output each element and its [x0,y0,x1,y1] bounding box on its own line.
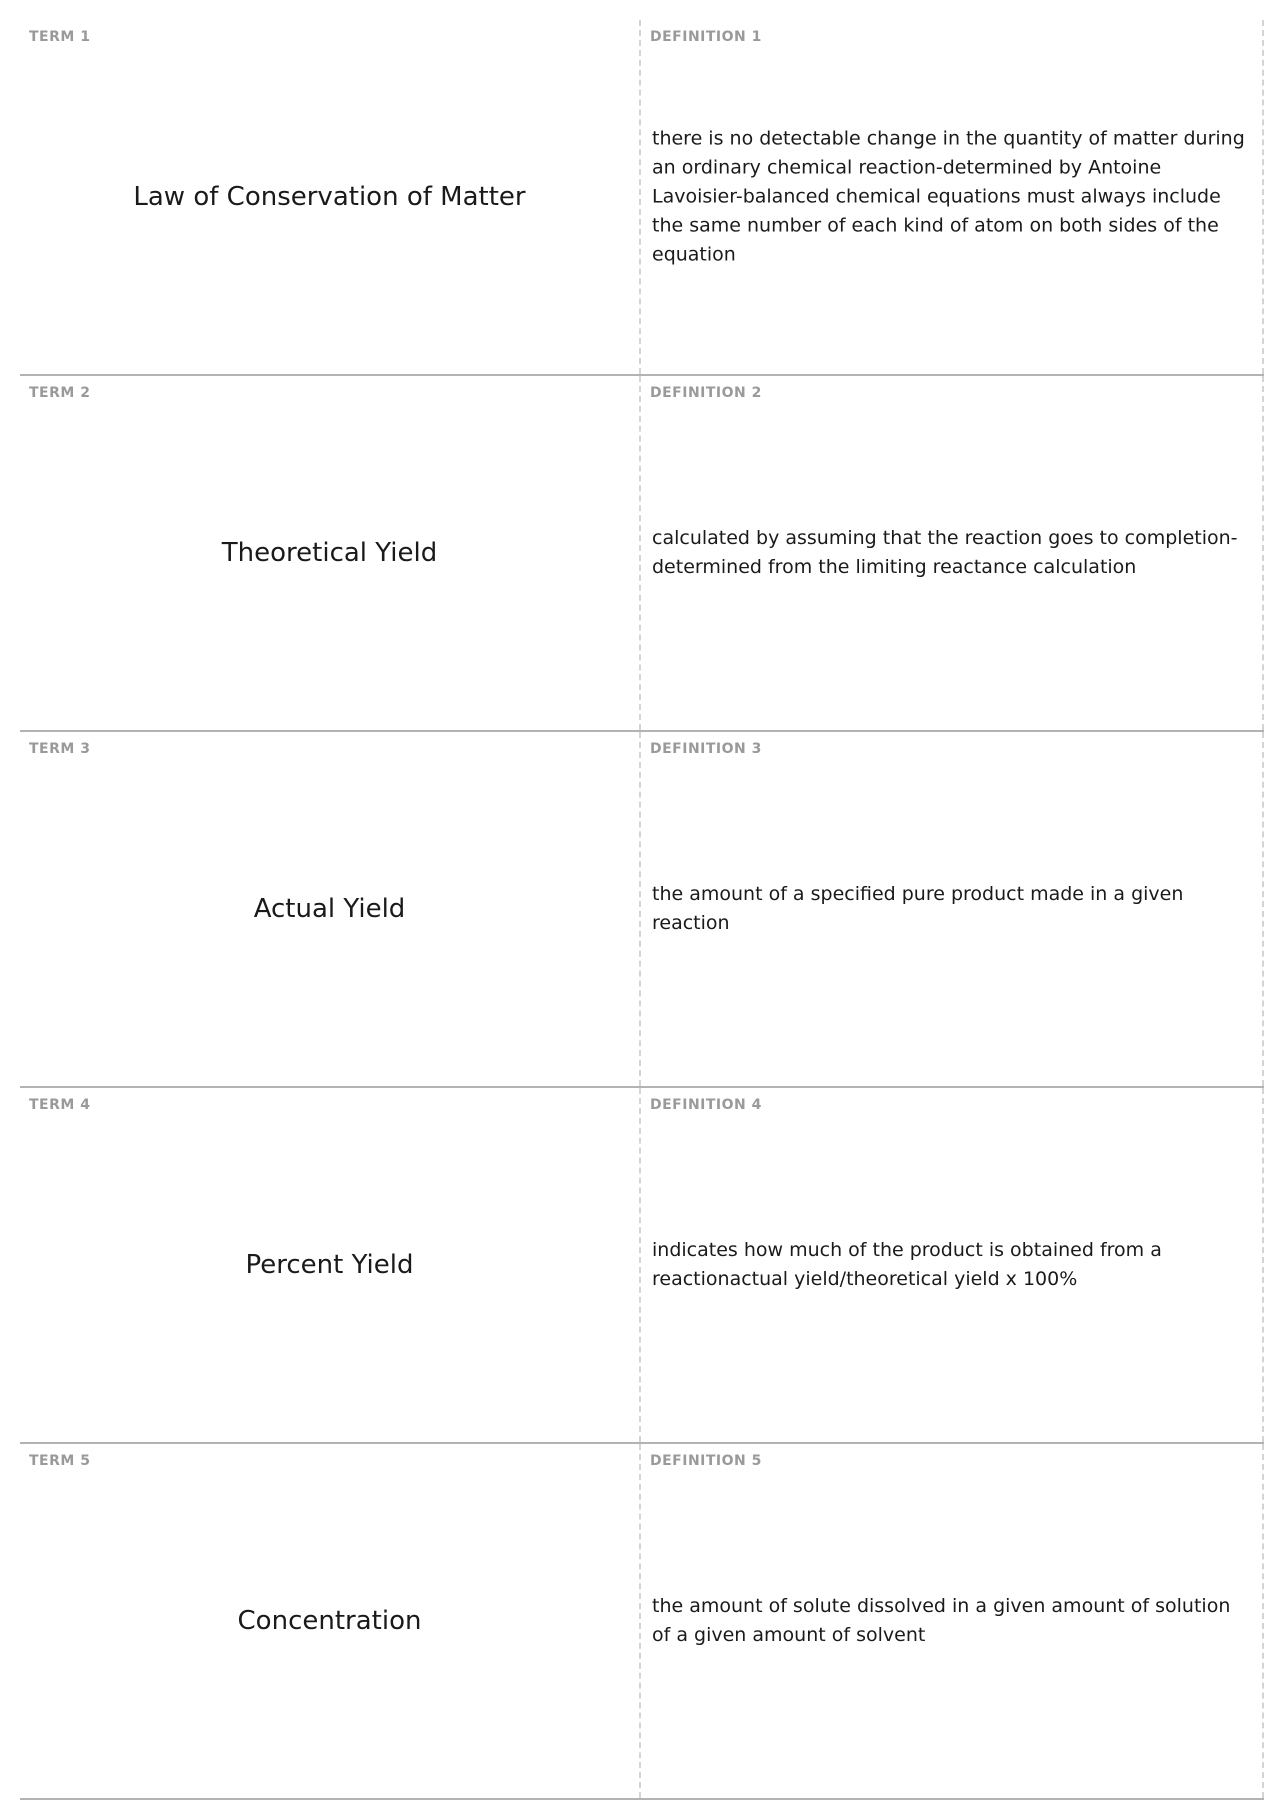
definition-label: DEFINITION 4 [650,1097,762,1113]
term-text: Theoretical Yield [221,538,438,568]
term-text: Concentration [237,1606,422,1636]
flashcard-row [20,1444,1264,1800]
term-text: Actual Yield [253,894,406,924]
term-text: Percent Yield [245,1250,414,1280]
definition-label: DEFINITION 5 [650,1453,762,1469]
definition-text: calculated by assuming that the reaction goes to completion-determined from the limiting reactance calculation [652,527,1238,578]
definition-cell [641,732,1264,1086]
definition-text: the amount of a specified pure product made in a given reaction [652,883,1184,934]
term-label: TERM 1 [29,29,91,45]
flashcard-row [20,376,1264,732]
definition-cell [641,1088,1264,1442]
flashcard-sheet [20,20,1264,1800]
flashcard-row [20,20,1264,376]
term-cell [20,1088,641,1442]
term-label: TERM 5 [29,1453,91,1469]
definition-cell [641,20,1264,374]
definition-cell [641,376,1264,730]
term-cell [20,20,641,374]
term-label: TERM 2 [29,385,91,401]
term-cell [20,732,641,1086]
term-cell [20,1444,641,1798]
term-cell [20,376,641,730]
definition-text: indicates how much of the product is obtained from a reactionactual yield/theoretical yield x 100% [652,1239,1162,1290]
definition-label: DEFINITION 1 [650,29,762,45]
term-label: TERM 3 [29,741,91,757]
definition-label: DEFINITION 3 [650,741,762,757]
term-text: Law of Conservation of Matter [133,182,526,212]
flashcard-row [20,1088,1264,1444]
term-label: TERM 4 [29,1097,91,1113]
flashcard-row [20,732,1264,1088]
definition-text: there is no detectable change in the quantity of matter during an ordinary chemical reaction-determined by Antoine Lavoisier-balanced chemical equations must always include the same number of each kind of atom on both sides of the equation [652,127,1245,266]
definition-text: the amount of solute dissolved in a given amount of solution of a given amount of solvent [652,1595,1231,1646]
definition-cell [641,1444,1264,1798]
definition-label: DEFINITION 2 [650,385,762,401]
